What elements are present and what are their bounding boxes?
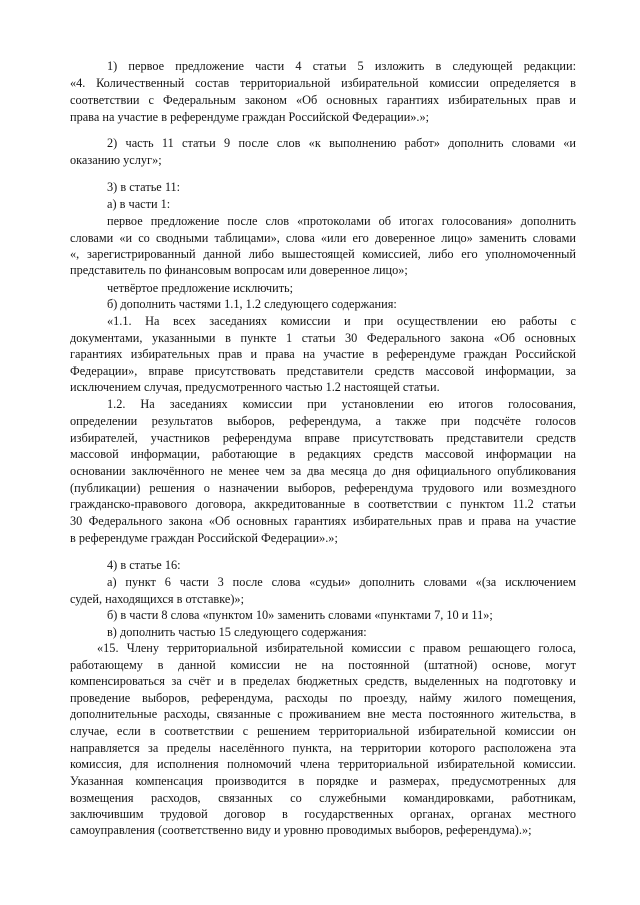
text-line: в референдуме граждан Российской Федерации».»; [70,531,338,545]
text-line: 2) часть 11 статьи 9 после слов «к выполнению работ» дополнить словами «и [107,136,576,150]
text-line: (публикации) решения о назначении выборов, референдума трудового или возмездного [70,481,576,495]
text-line: гарантиях избирательных прав и права на участие в референдуме граждан Российской [70,347,576,361]
text-line: проведение выборов, референдума, расходы по проезду, найму жилого помещения, [70,691,576,705]
text-line: соответствии с Федеральным законом «Об основных гарантиях избирательных прав и [70,93,576,107]
text-line: 30 Федерального закона «Об основных гарантиях избирательных прав и права на участие [70,514,576,528]
text-line: гражданско-правового договора, аккредитованные в соответствии с пунктом 11.2 статьи [70,497,576,511]
text-line: компенсироваться за счёт и в пределах бюджетных средств, выделенных на подготовку и [70,674,576,688]
text-line: Федерации», вправе присутствовать представители средств массовой информации, за [70,364,576,378]
text-line: заключившим трудовой договор в государственных органах, органах местного [70,807,576,821]
text-line: самоуправления (соответственно виду и уровню проводимых выборов, референдума).»; [70,823,532,837]
text-line: 3) в статье 11: [107,180,181,194]
text-line: основании заключённого не менее чем за два месяца до дня официального опубликования [70,464,576,478]
text-line: массовой информации, работающие в редакциях средств массовой информации на [70,447,576,461]
text-line: избирателей, участников референдума вправе присутствовать представители средств [70,431,576,445]
text-line: «, зарегистрированный данной либо вышестоящей комиссией, либо его уполномоченный [70,247,576,261]
text-line: б) в части 8 слова «пунктом 10» заменить словами «пунктами 7, 10 и 11»; [107,608,493,622]
text-line: 4) в статье 16: [107,558,181,572]
text-line: «15. Члену территориальной избирательной комиссии с правом решающего голоса, [97,641,576,655]
text-line: словами «и со сводными таблицами», слова «или его доверенное лицо» заменить словами [70,231,576,245]
text-line: возмещения расходов, связанных со служебными командировками, работникам, [70,791,576,805]
text-line: направляется за пределы населённого пункта, на территории которого расположена эта [70,741,576,755]
text-line: права на участие в референдуме граждан Российской Федерации».»; [70,110,430,124]
text-line: работающему в данной комиссии не на постоянной (штатной) основе, могут [70,658,576,672]
text-line: комиссия, для исполнения полномочий члена территориальной избирательной комиссии. [70,757,576,771]
text-line: а) пункт 6 части 3 после слова «судьи» дополнить словами «(за исключением [107,575,576,589]
text-line: б) дополнить частями 1.1, 1.2 следующего содержания: [107,297,397,311]
text-line: случае, если в соответствии с решением территориальной избирательной комиссии он [70,724,576,738]
text-line: 1.2. На заседаниях комиссии при установлении ею итогов голосования, [107,397,576,411]
text-line: исключением случая, предусмотренного частью 1.2 настоящей статьи. [70,380,440,394]
text-line: определении результатов выборов, референдума, а также при подсчёте голосов [70,414,576,428]
text-line: а) в части 1: [107,197,171,211]
text-line: документами, указанными в пункте 1 статьи 30 Федерального закона «Об основных [70,331,576,345]
text-line: «4. Количественный состав территориальной избирательной комиссии определяется в [70,76,576,90]
text-line: дополнительные расходы, связанные с проживанием вне места постоянного жительства, в [70,707,576,721]
text-line: 1) первое предложение части 4 статьи 5 изложить в следующей редакции: [107,59,576,73]
text-line: четвёртое предложение исключить; [107,281,294,295]
text-line: представитель по финансовым вопросам или доверенное лицо»; [70,263,408,277]
text-line: оказанию услуг»; [70,153,162,167]
text-line: в) дополнить частью 15 следующего содержания: [107,625,367,639]
text-line: Указанная компенсация производится в порядке и размерах, предусмотренных для [70,774,576,788]
text-line: судей, находящихся в отставке)»; [70,592,244,606]
text-line: «1.1. На всех заседаниях комиссии и при осуществлении ею работы с [107,314,576,328]
text-line: первое предложение после слов «протоколами об итогах голосования» дополнить [107,214,576,228]
